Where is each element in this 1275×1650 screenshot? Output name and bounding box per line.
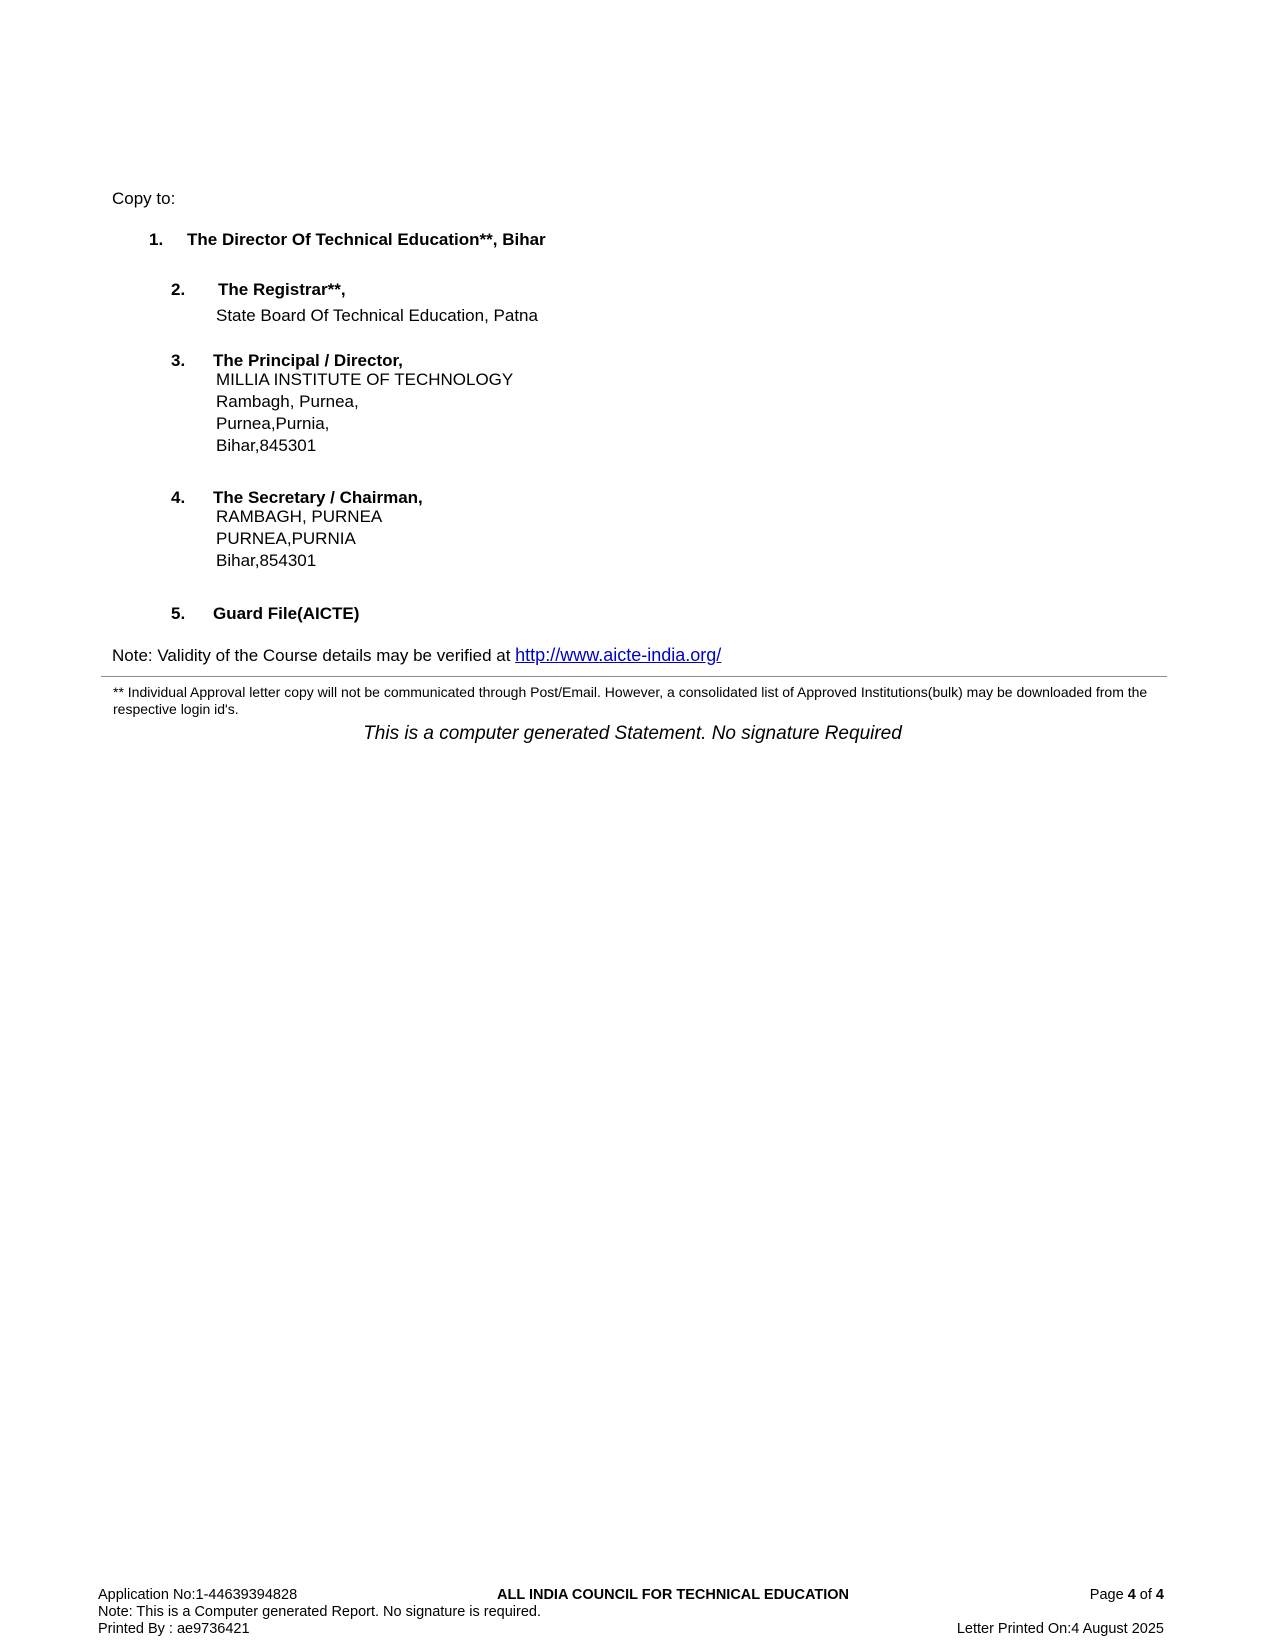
copy-item-5-title: Guard File(AICTE) xyxy=(213,604,360,623)
copy-item-5-number: 5. xyxy=(171,604,186,623)
council-name: ALL INDIA COUNCIL FOR TECHNICAL EDUCATION xyxy=(497,1587,850,1603)
printed-on-date: Letter Printed On:4 August 2025 xyxy=(956,1621,1164,1637)
copy-item-1-number: 1. xyxy=(149,230,164,249)
copy-item-4-address-line: RAMBAGH, PURNEA xyxy=(216,507,383,526)
divider xyxy=(101,676,1167,677)
page-prefix: Page xyxy=(1089,1587,1124,1603)
aicte-website-link[interactable]: http://www.aicte-india.org/ xyxy=(515,645,722,665)
footnote: ** Individual Approval letter copy will not be communicated through Post/Email. However, a consolidated list of Approved Institutions(bulk) may be downloaded from the respective login id's. xyxy=(113,684,1148,717)
copy-item-2-number: 2. xyxy=(171,280,186,299)
copy-item-3-address-line: Rambagh, Purnea, xyxy=(216,392,359,411)
printed-by: Printed By : ae9736421 xyxy=(98,1621,250,1637)
report-note: Note: This is a Computer generated Report. No signature is required. xyxy=(98,1604,542,1620)
copy-item-2-address-line: State Board Of Technical Education, Patna xyxy=(216,306,538,325)
verification-note xyxy=(112,645,721,666)
copy-item-4-title: The Secretary / Chairman, xyxy=(213,488,423,507)
copy-item-4-address-line: Bihar,854301 xyxy=(216,551,317,570)
copy-item-3-address-line: Bihar,845301 xyxy=(216,436,317,455)
copy-item-1-title: The Director Of Technical Education**, Bihar xyxy=(187,230,546,249)
copy-item-4-number: 4. xyxy=(171,488,186,507)
page-current: 4 xyxy=(1127,1587,1136,1603)
copy-to-label: Copy to: xyxy=(112,189,176,208)
copy-item-2-title: The Registrar**, xyxy=(218,280,346,299)
copy-item-4-address-line: PURNEA,PURNIA xyxy=(216,529,356,548)
copy-item-3-number: 3. xyxy=(171,351,186,370)
copy-item-3-address-line: Purnea,Purnia, xyxy=(216,414,330,433)
page-indicator xyxy=(1090,1587,1164,1604)
page-of: of xyxy=(1139,1587,1152,1603)
verification-note-text: Note: Validity of the Course details may be verified at xyxy=(112,646,511,665)
page-total: 4 xyxy=(1155,1587,1164,1603)
copy-item-3-title: The Principal / Director, xyxy=(213,351,403,370)
computer-generated-statement: This is a computer generated Statement. No signature Required xyxy=(363,723,902,744)
copy-item-3-address-line: MILLIA INSTITUTE OF TECHNOLOGY xyxy=(216,370,514,389)
application-number: Application No:1-44639394828 xyxy=(98,1587,298,1603)
